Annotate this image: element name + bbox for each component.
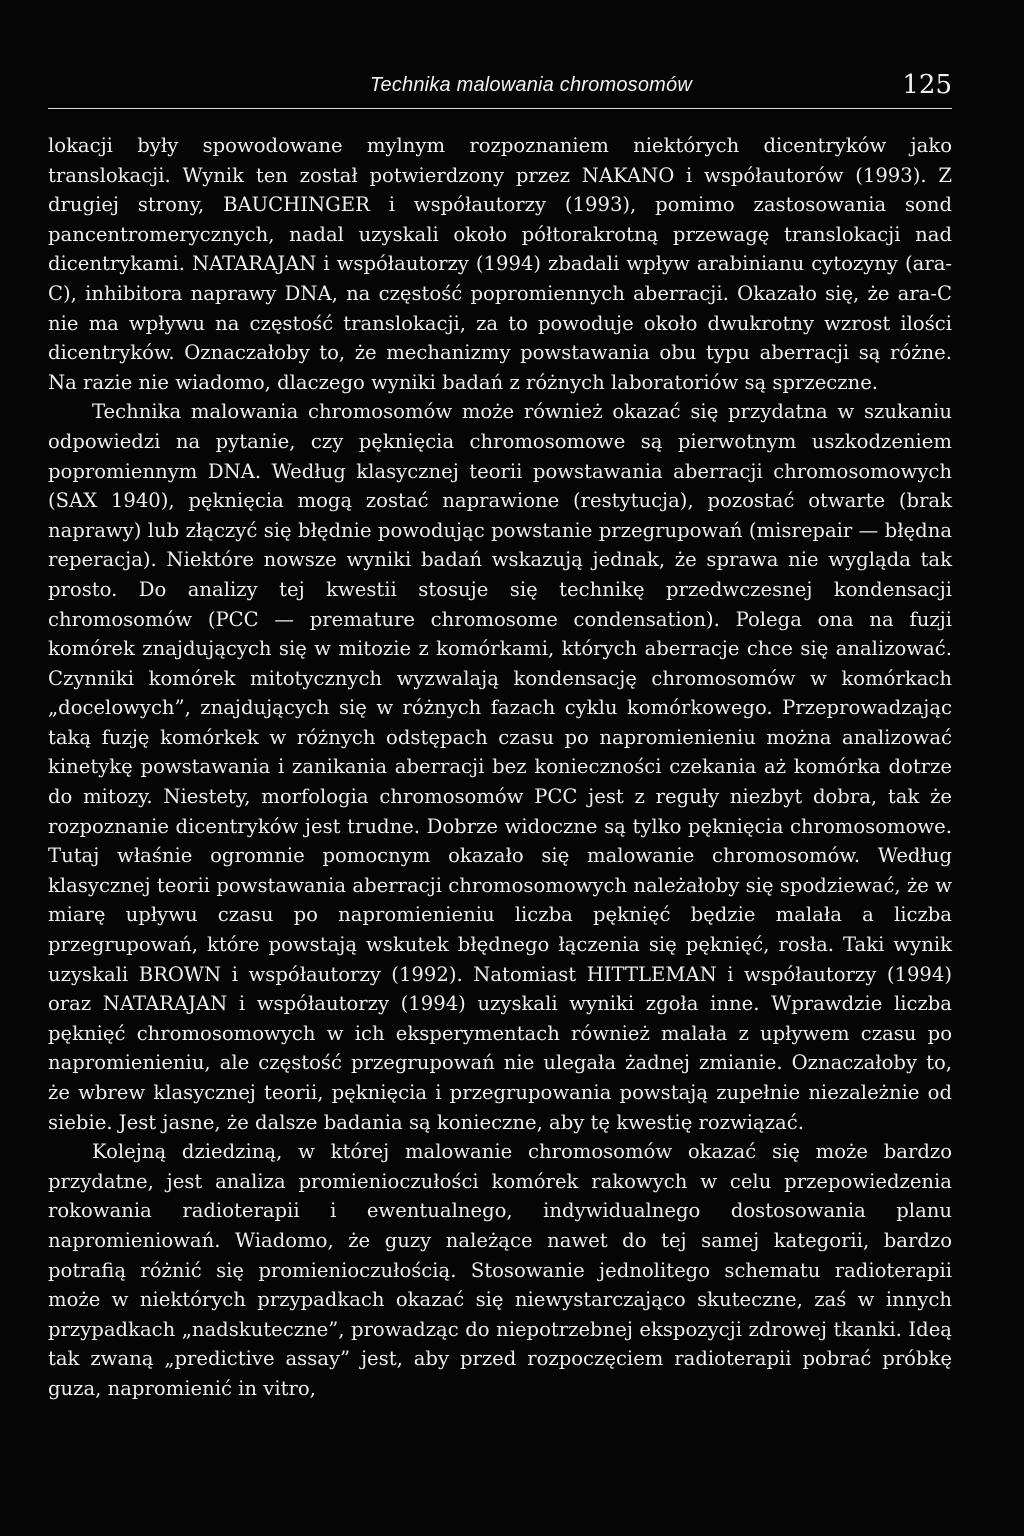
document-page [48, 70, 952, 1404]
running-header [48, 70, 952, 104]
paragraph-pcc-technique: Technika malowania chromosomów może również okazać się przydatna w szukaniu odpowiedzi na pytanie, czy pęknięcia chromosomowe są pierwotnym uszkodzeniem popromiennym DNA. Według klasycznej teorii powstawania aberracji chromosomowych (SAX 1940), pęknięcia mogą zostać naprawione (restytucja), pozostać otwarte (brak naprawy) lub złączyć się błędnie powodując powstanie przegrupowań (misrepair — błędna reperacja). Niektóre nowsze wyniki badań wskazują jednak, że sprawa nie wygląda tak prosto. Do analizy tej kwestii stosuje się technikę przedwczesnej kondensacji chromosomów (PCC — premature chromosome condensation). Polega ona na fuzji komórek znajdujących się w mitozie z komórkami, których aberracje chce się analizować. Czynniki komórek mitotycznych wyzwalają kondensację chromosomów w komórkach „docelowych”, znajdujących się w różnych fazach cyklu komórkowego. Przeprowadzając taką fuzję komórkek w różnych odstępach czasu po napromienieniu można analizować kinetykę powstawania i zanikania aberracji bez konieczności czekania aż komórka dotrze do mitozy. Niestety, morfologia chromosomów PCC jest z reguły niezbyt dobra, tak że rozpoznanie dicentryków jest trudne. Dobrze widoczne są tylko pęknięcia chromosomowe. Tutaj właśnie ogromnie pomocnym okazało się malowanie chromosomów. Według klasycznej teorii powstawania aberracji chromosomowych należałoby się spodziewać, że w miarę upływu czasu po napromienieniu liczba pęknięć będzie malała a liczba przegrupowań, które powstają wskutek błędnego łączenia się pęknięć, rosła. Taki wynik uzyskali BROWN i współautorzy (1992). Natomiast HITTLEMAN i współautorzy (1994) oraz NATARAJAN i współautorzy (1994) uzyskali wyniki zgoła inne. Wprawdzie liczba pęknięć chromosomowych w ich eksperymentach również malała z upływem czasu po napromienieniu, ale częstość przegrupowań nie ulegała żadnej zmianie. Oznaczałoby to, że wbrew klasycznej teorii, pęknięcia i przegrupowania powstają zupełnie niezależnie od siebie. Jest jasne, że dalsze badania są konieczne, aby tę kwestię rozwiązać. [48, 400, 952, 1134]
body-text [48, 131, 952, 1404]
page-number: 125 [902, 70, 952, 100]
paragraph-radiosensitivity: Kolejną dziedziną, w której malowanie chromosomów okazać się może bardzo przydatne, jest analiza promienioczułości komórek rakowych w celu przepowiedzenia rokowania radioterapii i ewentualnego, indywidualnego dostosowania planu napromieniowań. Wiadomo, że guzy należące nawet do tej samej kategorii, bardzo potrafią różnić się promienioczułością. Stosowanie jednolitego schematu radioterapii może w niektórych przypadkach okazać się niewystarczająco skuteczne, zaś w innych przypadkach „nadskuteczne”, prowadząc do niepotrzebnej ekspozycji zdrowej tkanki. Ideą tak zwaną „predictive assay” jest, aby przed rozpoczęciem radioterapii pobrać próbkę guza, napromienić in vitro, [48, 1140, 952, 1400]
running-title: Technika malowania chromosomów [369, 74, 692, 96]
header-rule [48, 108, 952, 109]
paragraph-continuation: lokacji były spowodowane mylnym rozpoznaniem niektórych dicentryków jako translokacji. Wynik ten został potwierdzony przez NAKANO i współautorów (1993). Z drugiej strony, BAUCHINGER i współautorzy (1993), pomimo zastosowania sond pancentromerycznych, nadal uzyskali około półtorakrotną przewagę translokacji nad dicentrykami. NATARAJAN i współautorzy (1994) zbadali wpływ arabinianu cytozyny (ara-C), inhibitora naprawy DNA, na częstość popromiennych aberracji. Okazało się, że ara-C nie ma wpływu na częstość translokacji, za to powoduje około dwukrotny wzrost ilości dicentryków. Oznaczałoby to, że mechanizmy powstawania obu typu aberracji są różne. Na razie nie wiadomo, dlaczego wyniki badań z różnych laboratoriów są sprzeczne. [48, 134, 952, 394]
